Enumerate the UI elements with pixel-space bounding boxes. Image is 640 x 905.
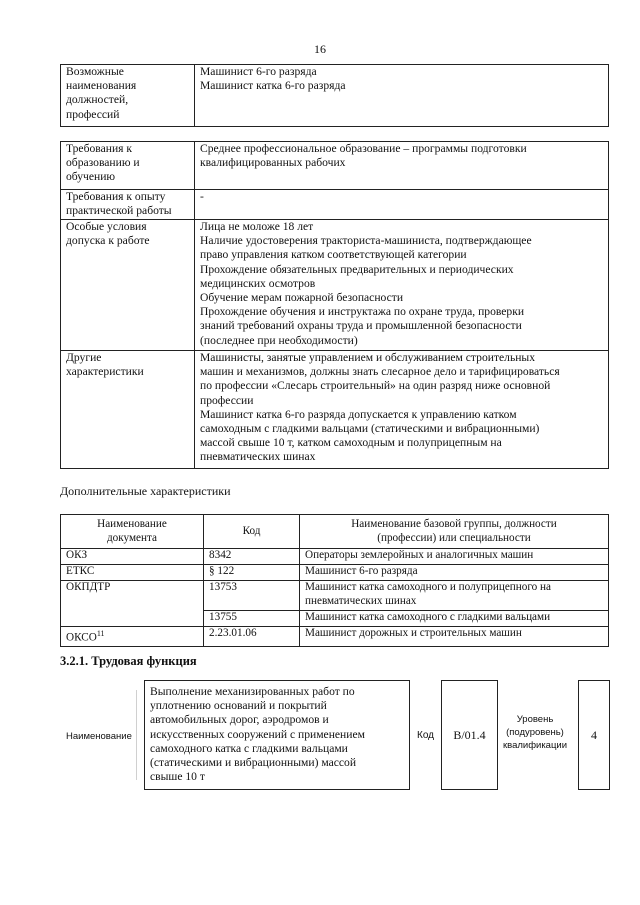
table-row — [61, 220, 609, 351]
value-line: массой свыше 10 т, катком самоходным и полуприцепным на — [200, 436, 502, 450]
value-line: самоходным с гладкими вальцами (статическими и вибрационными) — [200, 422, 540, 436]
footnote-mark: 11 — [96, 629, 105, 638]
label-line: Особые условия — [66, 220, 147, 233]
header-code: Код — [204, 515, 300, 549]
value-line: - — [200, 190, 204, 203]
cell-name — [300, 611, 609, 627]
row-value — [195, 190, 609, 220]
name-line: пневматических шинах — [305, 594, 417, 607]
table-row — [61, 565, 609, 581]
value-line: право управления катком соответствующей категории — [200, 248, 467, 262]
label-line: Требования к — [66, 142, 133, 155]
value-line: Машинист катка 6-го разряда — [200, 79, 346, 93]
qualification-level-box: 4 — [578, 680, 610, 790]
table-row — [61, 549, 609, 565]
value-line: Наличие удостоверения тракториста-машиниста, подтверждающее — [200, 234, 532, 248]
value-line: по профессии «Слесарь строительный» на один разряд ниже основной — [200, 379, 551, 393]
value-line: Прохождение обучения и инструктажа по охране труда, проверки — [200, 305, 525, 319]
table-row — [61, 142, 609, 190]
header-line: документа — [106, 531, 158, 544]
label-line: Требования к опыту — [66, 190, 166, 203]
level-label-line: квалификации — [502, 740, 568, 751]
cell-code: § 122 — [204, 565, 300, 581]
label-line: должностей, — [66, 93, 129, 107]
document-name: ОКСО — [66, 631, 97, 644]
classifiers-table — [60, 514, 609, 647]
name-line: Машинист 6-го разряда — [305, 565, 418, 577]
header-name — [300, 515, 609, 549]
value-line: машин и механизмов, должны знать слесарное дело и тарифицироваться — [200, 365, 560, 379]
cell-code: 2.23.01.06 — [204, 627, 300, 647]
cell-code: 8342 — [204, 549, 300, 565]
value-line: Среднее профессиональное образование – программы подготовки — [200, 142, 527, 155]
table-row — [61, 351, 609, 469]
function-name-line: (статическими и вибрационными) массой — [150, 756, 357, 770]
header-line: (профессии) или специальности — [377, 531, 531, 544]
table-row — [61, 627, 609, 647]
row-value — [195, 142, 609, 190]
row-label — [61, 142, 195, 190]
header-line: Наименование базовой группы, должности — [351, 517, 557, 530]
label-line: образованию и — [66, 156, 140, 170]
row-value — [195, 65, 609, 127]
name-line: Операторы землеройных и аналогичных машин — [305, 549, 534, 561]
table-header-row — [61, 515, 609, 549]
label-line: допуска к работе — [66, 234, 150, 248]
cell-code: 13753 — [204, 581, 300, 611]
cell-name — [300, 549, 609, 565]
function-name-line: самоходного катка с гладкими вальцами — [150, 741, 348, 755]
level-label-line: (подуровень) — [506, 727, 564, 738]
header-line: Наименование — [97, 517, 167, 530]
label-line: наименования — [66, 79, 137, 93]
qualification-level-label — [500, 713, 570, 752]
row-value — [195, 351, 609, 469]
function-name-line: уплотнению оснований и покрытий — [150, 699, 327, 713]
cell-code: 13755 — [204, 611, 300, 627]
row-value — [195, 220, 609, 351]
value-line: Прохождение обязательных предварительных и периодических — [200, 262, 514, 276]
name-line: Машинист катка самоходного с гладкими вальцами — [305, 611, 551, 623]
row-label — [61, 351, 195, 469]
cell-document — [61, 627, 204, 647]
function-code-label: Код — [417, 730, 435, 741]
value-line: квалифицированных рабочих — [200, 156, 346, 170]
function-code-box: B/01.4 — [441, 680, 498, 790]
label-line: характеристики — [66, 365, 144, 379]
row-label — [61, 190, 195, 220]
label-line: практической работы — [66, 204, 172, 218]
value-line: Машинист катка 6-го разряда допускается к управлению катком — [200, 407, 517, 421]
table-row — [61, 611, 609, 627]
row-label — [61, 220, 195, 351]
label-line: обучению — [66, 170, 116, 184]
table-row — [61, 581, 609, 611]
requirements-table — [60, 141, 609, 469]
cell-document: ОКПДТР — [61, 581, 204, 611]
cell-name — [300, 627, 609, 647]
row-label — [61, 65, 195, 127]
additional-characteristics-title: Дополнительные характеристики — [60, 484, 231, 498]
value-line: медицинских осмотров — [200, 276, 316, 290]
table-row — [61, 65, 609, 127]
value-line: Машинисты, занятые управлением и обслуживанием строительных — [200, 351, 536, 364]
level-label-line: Уровень — [516, 714, 554, 725]
value-line: знаний требований охраны труда и промышленной безопасности — [200, 319, 522, 333]
table-row — [61, 190, 609, 220]
value-line: Машинист 6-го разряда — [200, 65, 317, 78]
function-name-line: автомобильных дорог, аэродромов и — [150, 713, 329, 727]
header-document — [61, 515, 204, 549]
value-line: пневматических шинах — [200, 450, 316, 464]
value-line: Обучение мерам пожарной безопасности — [200, 291, 404, 305]
label-line: профессий — [66, 107, 120, 121]
name-line: Машинист катка самоходного и полуприцепного на — [305, 581, 552, 593]
function-name-line: Выполнение механизированных работ по — [150, 685, 355, 698]
function-name-label: Наименование — [66, 731, 132, 742]
value-line: (последнее при необходимости) — [200, 333, 358, 347]
label-line: Другие — [66, 351, 102, 364]
name-line: Машинист дорожных и строительных машин — [305, 627, 522, 639]
function-name-line: свыше 10 т — [150, 770, 205, 784]
cell-document — [61, 611, 204, 627]
section-title: 3.2.1. Трудовая функция — [60, 654, 197, 668]
label-line: Возможные — [66, 65, 124, 78]
value-line: профессии — [200, 393, 254, 407]
cell-document: ЕТКС — [61, 565, 204, 581]
page-number: 16 — [314, 42, 326, 56]
value-line: Лица не моложе 18 лет — [200, 220, 314, 233]
cell-name — [300, 565, 609, 581]
cell-name — [300, 581, 609, 611]
function-name-line: искусственных сооружений с применением — [150, 727, 365, 741]
function-name-box — [144, 680, 410, 790]
positions-table — [60, 64, 609, 127]
cell-document: ОКЗ — [61, 549, 204, 565]
